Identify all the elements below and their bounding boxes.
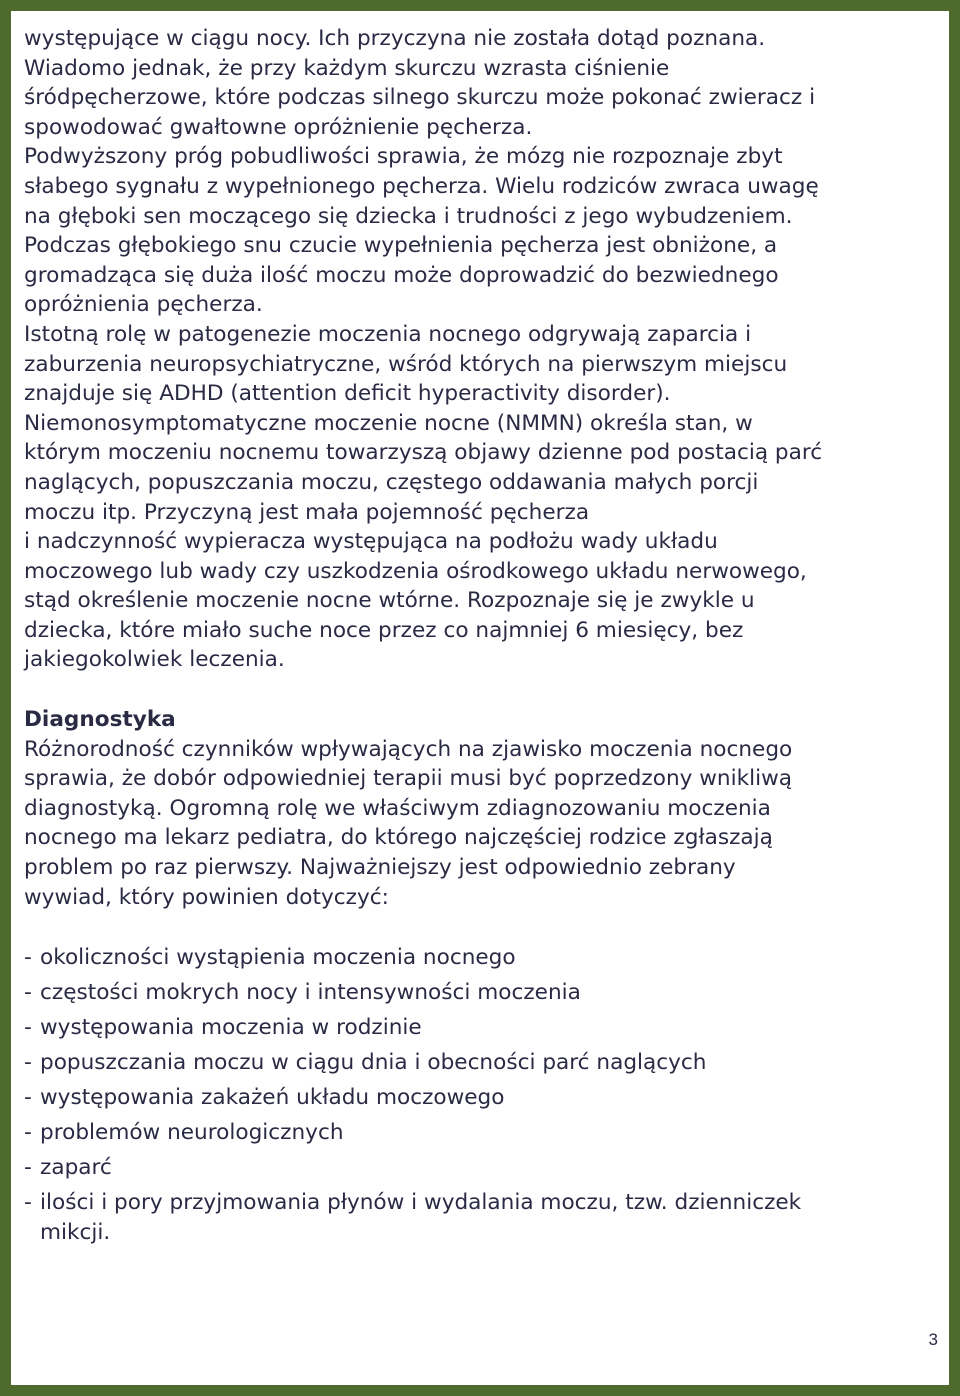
list-item-text: występowania moczenia w rodzinie	[40, 1015, 422, 1041]
body-paragraph: występujące w ciągu nocy. Ich przyczyna nie została dotąd poznana. Wiadomo jednak, że przy każdym skurczu wzrasta ciśnienie śródpęcherzowe, które podczas silnego skurczu może pokonać zwieracz i spowodować gwałtowne opróżnienie pęcherza. Podwyższony próg pobudliwości sprawia, że mózg nie rozpoznaje zbyt słabego sygnału z wypełnionego pęcherza. Wielu rodziców zwraca uwagę na głęboki sen moczącego się dziecka i trudności z jego wybudzeniem. Podczas głębokiego snu czucie wypełnienia pęcherza jest obniżone, a gromadząca się duża ilość moczu może doprowadzić do bezwiednego opróżnienia pęcherza. Istotną rolę w patogenezie moczenia nocnego odgrywają zaparcia i zaburzenia neuropsychiatryczne, wśród których na pierwszym miejscu znajduje się ADHD (attention deficit hyperactivity disorder). Niemonosymptomatyczne moczenie nocne (NMMN) określa stan, w którym moczeniu nocnemu towarzyszą objawy dzienne pod postacią parć naglących, popuszczania moczu, częstego oddawania małych porcji moczu itp. Przyczyną jest mała pojemność pęcherza i nadczynność wypieracza występująca na podłożu wady układu moczowego lub wady czy uszkodzenia ośrodkowego układu nerwowego, stąd określenie moczenie nocne wtórne. Rozpoznaje się je zwykle u dziecka, które miało suche noce przez co najmniej 6 miesięcy, bez jakiegokolwiek leczenia.	[24, 26, 823, 673]
list-bullet-dash: -	[24, 945, 32, 971]
list-item-text: popuszczania moczu w ciągu dnia i obecności parć naglących	[40, 1050, 707, 1076]
list-bullet-dash: -	[24, 1155, 32, 1181]
section-heading-diagnostyka: Diagnostyka	[24, 707, 176, 733]
list-item	[24, 1188, 936, 1247]
list-item-text: występowania zakażeń układu moczowego	[40, 1085, 505, 1111]
list-item	[24, 1048, 936, 1078]
list-bullet-dash: -	[24, 980, 32, 1006]
list-item-text: częstości mokrych nocy i intensywności moczenia	[40, 980, 581, 1006]
interview-topics-list	[24, 943, 936, 1247]
list-item	[24, 1013, 936, 1043]
list-item	[24, 1153, 936, 1183]
list-item	[24, 1118, 936, 1148]
list-bullet-dash: -	[24, 1190, 32, 1216]
list-bullet-dash: -	[24, 1050, 32, 1076]
list-item-text: ilości i pory przyjmowania płynów i wydalania moczu, tzw. dzienniczek mikcji.	[40, 1190, 802, 1245]
list-item-text: zaparć	[40, 1155, 112, 1181]
page-number: 3	[928, 1330, 938, 1349]
list-item	[24, 1083, 936, 1113]
list-item-text: problemów neurologicznych	[40, 1120, 344, 1146]
list-bullet-dash: -	[24, 1120, 32, 1146]
list-item	[24, 943, 936, 973]
list-bullet-dash: -	[24, 1015, 32, 1041]
list-item	[24, 978, 936, 1008]
list-item-text: okoliczności wystąpienia moczenia nocnego	[40, 945, 516, 971]
list-bullet-dash: -	[24, 1085, 32, 1111]
page-content	[24, 24, 936, 1253]
diagnostics-paragraph: Różnorodność czynników wpływających na zjawisko moczenia nocnego sprawia, że dobór odpowiedniej terapii musi być poprzedzony wnikliwą diagnostyką. Ogromną rolę we właściwym zdiagnozowaniu moczenia nocnego ma lekarz pediatra, do którego najczęściej rodzice zgłaszają problem po raz pierwszy. Najważniejszy jest odpowiednio zebrany wywiad, który powinien dotyczyć:	[24, 736, 793, 910]
